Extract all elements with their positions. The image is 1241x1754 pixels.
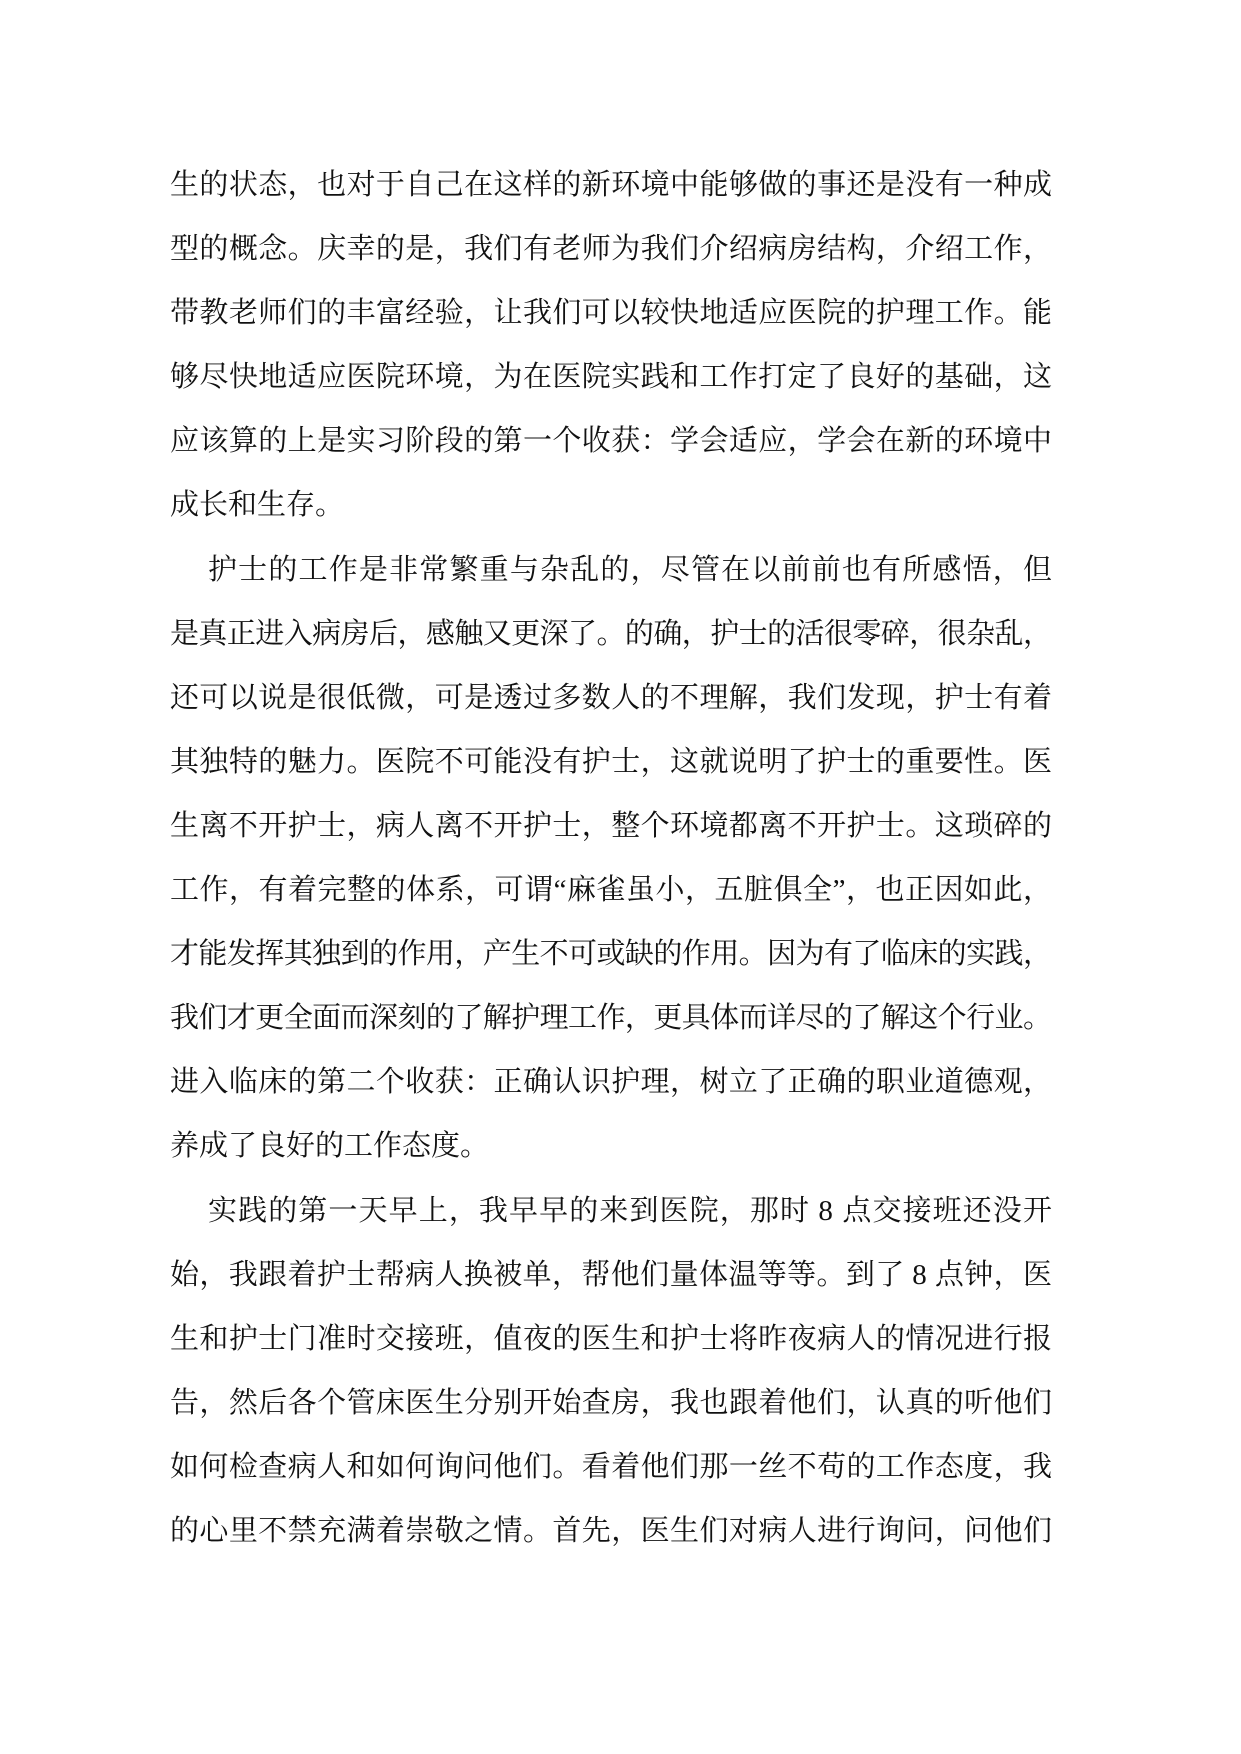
paragraph-line: 生和护士门准时交接班，值夜的医生和护士将昨夜病人的情况进行报 bbox=[170, 1322, 1053, 1355]
paragraph-line: 带教老师们的丰富经验，让我们可以较快地适应医院的护理工作。能 bbox=[170, 297, 1053, 330]
paragraph-line: 成长和生存。 bbox=[170, 489, 345, 522]
paragraph-line: 始，我跟着护士帮病人换被单，帮他们量体温等等。到了 8 点钟，医 bbox=[170, 1258, 1053, 1291]
paragraph-line: 生离不开护士，病人离不开护士，整个环境都离不开护士。这琐碎的 bbox=[170, 809, 1053, 842]
paragraph-line: 生的状态，也对于自己在这样的新环境中能够做的事还是没有一种成 bbox=[170, 169, 1053, 201]
paragraph-line: 进入临床的第二个收获：正确认识护理，树立了正确的职业道德观， bbox=[170, 1066, 1053, 1099]
paragraph-line: 我们才更全面而深刻的了解护理工作，更具体而详尽的了解这个行业。 bbox=[170, 1002, 1052, 1035]
paragraph-line: 是真正进入病房后，感触又更深了。的确，护士的活很零碎，很杂乱， bbox=[170, 617, 1052, 650]
paragraph-line: 养成了良好的工作态度。 bbox=[170, 1130, 490, 1163]
paragraph bbox=[170, 153, 1052, 538]
paragraph-line: 够尽快地适应医院环境，为在医院实践和工作打定了良好的基础，这 bbox=[170, 361, 1053, 394]
paragraph bbox=[170, 538, 1052, 1179]
paragraph-line: 才能发挥其独到的作用，产生不可或缺的作用。因为有了临床的实践， bbox=[170, 938, 1052, 971]
paragraph-first-line: 护士的工作是非常繁重与杂乱的，尽管在以前前也有所感悟，但 bbox=[208, 553, 1054, 586]
paragraph-line: 应该算的上是实习阶段的第一个收获：学会适应，学会在新的环境中 bbox=[170, 425, 1053, 458]
paragraph-first-line: 实践的第一天早上，我早早的来到医院，那时 8 点交接班还没开 bbox=[208, 1194, 1054, 1227]
body-text bbox=[170, 153, 1052, 1563]
paragraph-line: 工作，有着完整的体系，可谓“麻雀虽小，五脏俱全”，也正因如此， bbox=[170, 874, 1053, 907]
paragraph-line: 的心里不禁充满着崇敬之情。首先，医生们对病人进行询问，问他们 bbox=[170, 1514, 1053, 1547]
paragraph bbox=[170, 1179, 1052, 1564]
paragraph-line: 告，然后各个管床医生分别开始查房，我也跟着他们，认真的听他们 bbox=[170, 1386, 1053, 1419]
paragraph-line: 还可以说是很低微，可是透过多数人的不理解，我们发现，护士有着 bbox=[170, 681, 1053, 714]
paragraph-line: 其独特的魅力。医院不可能没有护士，这就说明了护士的重要性。医 bbox=[170, 745, 1053, 778]
paragraph-line: 如何检查病人和如何询问他们。看着他们那一丝不苟的工作态度，我 bbox=[170, 1450, 1053, 1483]
paragraph-line: 型的概念。庆幸的是，我们有老师为我们介绍病房结构，介绍工作， bbox=[170, 233, 1053, 266]
